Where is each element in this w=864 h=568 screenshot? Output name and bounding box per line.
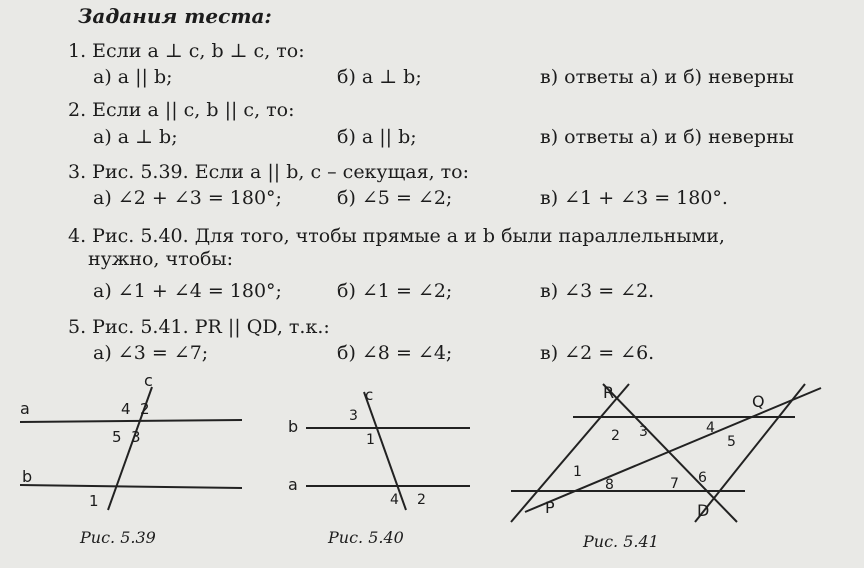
line-c [364, 392, 406, 510]
point-p: P [545, 498, 555, 517]
question-5-option-c: в) ∠2 = ∠6. [540, 342, 655, 364]
question-1-option-a: а) a || b; [93, 66, 173, 88]
question-1-option-b: б) a ⊥ b; [337, 66, 422, 88]
question-5-text: 5. Рис. 5.41. PR || QD, т.к.: [68, 316, 330, 338]
question-2-option-c: в) ответы а) и б) неверны [540, 126, 794, 148]
question-3-option-c: в) ∠1 + ∠3 = 180°. [540, 187, 728, 209]
angle-7: 7 [670, 476, 679, 492]
question-4-option-b: б) ∠1 = ∠2; [337, 280, 453, 302]
question-4-text: 4. Рис. 5.40. Для того, чтобы прямые a и b были параллельными, [68, 225, 725, 247]
question-3-text: 3. Рис. 5.39. Если a || b, c – секущая, то: [68, 161, 470, 183]
angle-4: 4 [121, 400, 131, 418]
angle-3: 3 [639, 424, 648, 440]
point-q: Q [752, 392, 765, 411]
question-2-option-b: б) a || b; [337, 126, 417, 148]
line-b [20, 485, 242, 488]
angle-3: 3 [349, 408, 358, 424]
point-d: D [697, 501, 710, 520]
question-4-option-a: а) ∠1 + ∠4 = 180°; [93, 280, 282, 302]
angle-4: 4 [390, 492, 399, 508]
caption-5-41: Рис. 5.41 [583, 532, 659, 551]
label-c: c [365, 386, 374, 404]
test-heading: Задания теста: [78, 4, 272, 28]
question-1-text: 1. Если a ⊥ c, b ⊥ c, то: [68, 40, 305, 62]
question-5 [68, 316, 848, 339]
angle-3: 3 [131, 428, 141, 446]
question-4-option-c: в) ∠3 = ∠2. [540, 280, 655, 302]
angle-5: 5 [727, 434, 736, 450]
figure-5-39 [20, 370, 250, 520]
line-pq [525, 388, 821, 512]
question-1 [68, 40, 848, 63]
question-5-option-a: а) ∠3 = ∠7; [93, 342, 209, 364]
angle-2: 2 [140, 400, 150, 418]
caption-5-40: Рис. 5.40 [328, 528, 404, 547]
question-2-text: 2. Если a || c, b || c, то: [68, 99, 295, 121]
line-rd [603, 384, 737, 522]
question-2 [68, 99, 848, 122]
angle-1: 1 [366, 432, 375, 448]
question-3-option-a: а) ∠2 + ∠3 = 180°; [93, 187, 282, 209]
line-pr [511, 384, 629, 522]
label-b: b [22, 467, 33, 486]
caption-5-39: Рис. 5.39 [80, 528, 156, 547]
label-c: c [144, 371, 153, 390]
label-a: a [288, 475, 298, 494]
question-3-option-b: б) ∠5 = ∠2; [337, 187, 453, 209]
line-qd [695, 384, 805, 522]
angle-2: 2 [417, 492, 426, 508]
angle-5: 5 [112, 428, 122, 446]
question-2-option-a: а) a ⊥ b; [93, 126, 178, 148]
angle-8: 8 [605, 477, 614, 493]
label-a: a [20, 399, 30, 418]
label-b: b [288, 417, 299, 436]
point-r: R [603, 383, 615, 402]
angle-1: 1 [89, 492, 99, 510]
angle-4: 4 [706, 420, 715, 436]
figure-5-40 [282, 370, 477, 520]
angle-1: 1 [573, 464, 582, 480]
question-4-text-cont: нужно, чтобы: [88, 248, 233, 270]
question-4 [68, 225, 848, 271]
question-3 [68, 161, 848, 184]
question-5-option-b: б) ∠8 = ∠4; [337, 342, 453, 364]
angle-2: 2 [611, 428, 620, 444]
question-1-option-c: в) ответы а) и б) неверны [540, 66, 794, 88]
angle-6: 6 [698, 470, 707, 486]
figure-5-41 [505, 370, 825, 528]
line-a [20, 420, 242, 422]
